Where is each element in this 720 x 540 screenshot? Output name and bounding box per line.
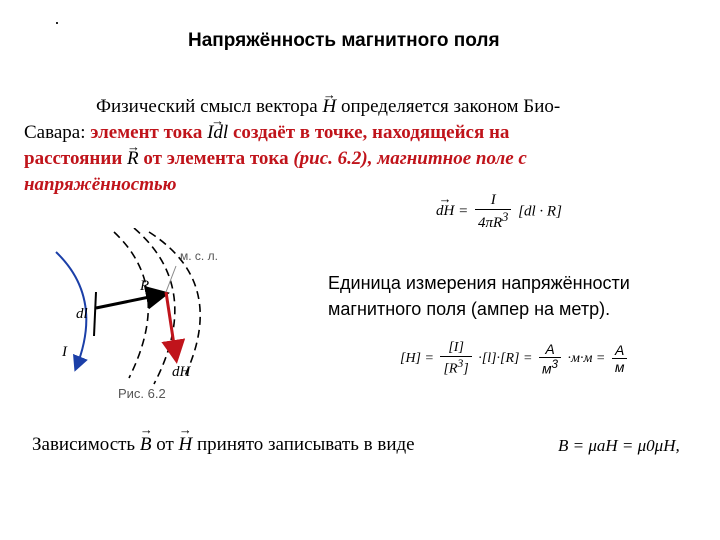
denominator-exponent: 3 xyxy=(457,357,464,370)
highlight-text: от элемента тока xyxy=(143,148,289,169)
figure-caption: Рис. 6.2 xyxy=(118,386,166,401)
unit-denominator-1 xyxy=(440,357,471,378)
slide-title: Напряжённость магнитного поля xyxy=(188,30,500,51)
formula-lhs: → dH xyxy=(436,203,454,220)
unit-fraction-1 xyxy=(440,340,471,378)
unit-line-2: магнитного поля (ампер на метр). xyxy=(328,299,611,319)
unit-line-1: Единица измерения напряжённости xyxy=(328,273,630,293)
text-fragment: принято записывать в виде xyxy=(197,434,415,455)
text-fragment: от xyxy=(156,434,174,455)
msl-pointer-line xyxy=(166,266,176,292)
unit-fraction-2 xyxy=(539,341,561,377)
I-label: I xyxy=(62,344,67,360)
denominator-base: 4πR xyxy=(477,215,503,231)
B-H-relation-formula: B = μaH = μ0μH, xyxy=(558,436,680,455)
highlight-text: расстоянии xyxy=(24,148,123,169)
unit-equals: = xyxy=(424,351,434,367)
unit-lhs: [H] xyxy=(400,351,422,367)
msl-label: м. с. л. xyxy=(180,249,218,263)
unit-fraction-3 xyxy=(612,342,628,375)
unit-numerator-1: [I] xyxy=(440,340,471,357)
dl-label: dl xyxy=(76,306,88,322)
vector-Idl-symbol: → Idl xyxy=(207,120,228,146)
denominator-exponent: 3 xyxy=(551,358,559,371)
highlight-italic-text: напряжённостью xyxy=(24,174,177,195)
radius-vector-arrow xyxy=(96,294,164,308)
corner-mark: · xyxy=(54,12,60,32)
denominator-exponent: 3 xyxy=(502,210,509,224)
field-line-arc-1 xyxy=(114,232,148,378)
denominator-base: м xyxy=(541,360,552,377)
dH-label: dH xyxy=(172,364,191,380)
paragraph-line-1 xyxy=(96,94,560,120)
dl-element-line xyxy=(94,292,96,336)
vector-R-symbol: → R xyxy=(127,146,139,172)
text-fragment: Физический смысл вектора xyxy=(96,96,318,117)
text-fragment: Зависимость xyxy=(32,434,136,455)
paragraph-line-4 xyxy=(24,172,177,198)
unit-denominator-2 xyxy=(539,358,561,377)
unit-formula xyxy=(400,340,630,378)
paragraph-line-2 xyxy=(24,120,509,146)
unit-description xyxy=(328,270,630,322)
unit-middle-term-2: ·м·м = xyxy=(567,351,606,367)
denominator-base: [R xyxy=(443,361,458,377)
vector-H-symbol: → H xyxy=(322,94,336,120)
biot-savart-figure xyxy=(24,228,294,388)
fraction-denominator xyxy=(475,210,511,232)
unit-denominator-3: м xyxy=(614,359,625,376)
unit-numerator-3: А xyxy=(612,342,628,359)
highlight-text: элемент тока xyxy=(90,122,203,143)
dependence-sentence xyxy=(32,434,415,456)
denominator-close: ] xyxy=(463,361,469,377)
fraction-numerator: I xyxy=(475,192,511,210)
unit-numerator-2: А xyxy=(539,341,561,358)
vector-B-symbol: → B xyxy=(140,434,152,456)
highlight-text: создаёт в точке, находящейся на xyxy=(232,122,510,143)
highlight-italic-text: (рис. 6.2), магнитное поле с xyxy=(293,148,527,169)
formula-cross-product: [dl · R] xyxy=(518,203,562,220)
text-fragment: определяется законом Био- xyxy=(340,96,561,117)
R-label: R xyxy=(140,278,150,294)
vector-H-symbol: → H xyxy=(179,434,193,456)
unit-middle-term: ·[l]·[R] = xyxy=(478,351,533,367)
biot-savart-formula xyxy=(436,192,562,232)
formula-fraction xyxy=(475,192,511,232)
text-fragment: Савара: xyxy=(24,122,86,143)
formula-equals: = xyxy=(458,203,469,220)
paragraph-line-3 xyxy=(24,146,527,172)
